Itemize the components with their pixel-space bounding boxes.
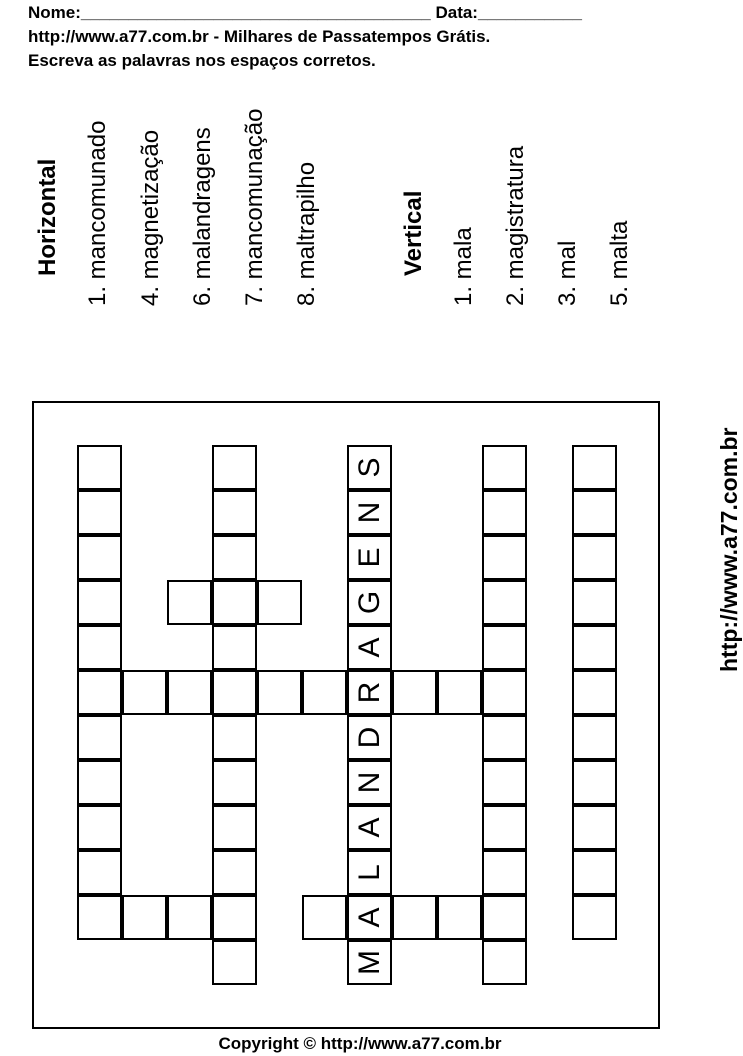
vertical-clue-3: 3. mal (554, 240, 581, 306)
instruction-line: Escreva as palavras nos espaços corretos. (28, 51, 376, 70)
grid-cell[interactable] (77, 715, 122, 760)
grid-cell[interactable] (437, 895, 482, 940)
grid-cell[interactable] (482, 580, 527, 625)
grid-cell[interactable] (167, 895, 212, 940)
grid-cell[interactable] (212, 670, 257, 715)
grid-cell[interactable] (482, 805, 527, 850)
grid-cell[interactable] (77, 760, 122, 805)
grid-letter: N (352, 771, 386, 794)
grid-letter: L (352, 864, 386, 881)
grid-cell[interactable] (212, 895, 257, 940)
grid-cell[interactable] (572, 715, 617, 760)
grid-cell[interactable] (572, 580, 617, 625)
horizontal-clue-8: 8. maltrapilho (293, 161, 320, 306)
grid-cell[interactable] (482, 715, 527, 760)
vertical-clue-2: 2. magistratura (502, 145, 529, 306)
grid-letter: A (352, 817, 386, 838)
grid-cell[interactable] (77, 895, 122, 940)
grid-cell[interactable] (77, 850, 122, 895)
grid-cell[interactable] (77, 490, 122, 535)
grid-letter: S (352, 457, 386, 478)
grid-cell[interactable] (77, 535, 122, 580)
vertical-clue-1: 1. mala (450, 227, 477, 306)
grid-cell[interactable] (347, 535, 392, 580)
grid-letter: A (352, 907, 386, 928)
vertical-title: Vertical (400, 190, 427, 276)
grid-cell[interactable] (482, 895, 527, 940)
grid-cell[interactable] (77, 625, 122, 670)
horizontal-clue-1: 1. mancomunado (84, 120, 111, 306)
grid-cell[interactable] (302, 895, 347, 940)
grid-cell[interactable] (212, 760, 257, 805)
grid-cell[interactable] (167, 670, 212, 715)
grid-letter: M (352, 950, 386, 975)
copyright: Copyright © http://www.a77.com.br (218, 1034, 502, 1053)
grid-cell[interactable] (77, 445, 122, 490)
name-label: Nome: (28, 3, 81, 22)
name-blank[interactable]: _____________________________________ (80, 3, 431, 22)
grid-cell[interactable] (212, 535, 257, 580)
grid-cell[interactable] (572, 895, 617, 940)
vertical-clue-5: 5. malta (606, 220, 633, 306)
grid-cell[interactable] (482, 670, 527, 715)
grid-cell[interactable] (122, 895, 167, 940)
horizontal-title: Horizontal (34, 158, 61, 276)
grid-cell[interactable] (392, 895, 437, 940)
grid-cell[interactable] (347, 445, 392, 490)
grid-cell[interactable] (257, 580, 302, 625)
grid-letter: E (352, 547, 386, 568)
grid-letter: N (352, 501, 386, 524)
grid-cell[interactable] (572, 760, 617, 805)
grid-letter: R (352, 681, 386, 704)
grid-cell[interactable] (482, 445, 527, 490)
site-line: http://www.a77.com.br - Milhares de Passatempos Grátis. (28, 27, 491, 46)
grid-cell[interactable] (437, 670, 482, 715)
grid-cell[interactable] (257, 670, 302, 715)
grid-letter: D (352, 726, 386, 749)
grid-cell[interactable] (347, 895, 392, 940)
grid-cell[interactable] (482, 535, 527, 580)
grid-cell[interactable] (572, 670, 617, 715)
grid-cell[interactable] (212, 580, 257, 625)
grid-cell[interactable] (482, 850, 527, 895)
grid-cell[interactable] (572, 490, 617, 535)
grid-cell[interactable] (212, 850, 257, 895)
grid-cell[interactable] (347, 670, 392, 715)
grid-cell[interactable] (167, 580, 212, 625)
grid-cell[interactable] (572, 625, 617, 670)
side-url: http://www.a77.com.br (716, 427, 742, 672)
grid-cell[interactable] (212, 715, 257, 760)
grid-cell[interactable] (482, 490, 527, 535)
grid-cell[interactable] (347, 625, 392, 670)
grid-cell[interactable] (572, 445, 617, 490)
grid-cell[interactable] (122, 670, 167, 715)
grid-letter: G (352, 590, 386, 615)
grid-cell[interactable] (77, 670, 122, 715)
grid-cell[interactable] (77, 580, 122, 625)
grid-cell[interactable] (347, 850, 392, 895)
grid-cell[interactable] (482, 940, 527, 985)
grid-cell[interactable] (572, 850, 617, 895)
horizontal-clue-7: 7. mancomunação (241, 108, 268, 306)
grid-cell[interactable] (572, 535, 617, 580)
grid-cell[interactable] (212, 625, 257, 670)
grid-cell[interactable] (212, 445, 257, 490)
grid-cell[interactable] (347, 490, 392, 535)
horizontal-clue-6: 6. malandragens (189, 127, 216, 306)
grid-cell[interactable] (347, 940, 392, 985)
grid-cell[interactable] (347, 760, 392, 805)
date-label: Data: (430, 3, 478, 22)
grid-cell[interactable] (482, 625, 527, 670)
grid-cell[interactable] (347, 580, 392, 625)
grid-cell[interactable] (572, 805, 617, 850)
grid-cell[interactable] (347, 805, 392, 850)
grid-cell[interactable] (392, 670, 437, 715)
grid-cell[interactable] (212, 940, 257, 985)
grid-cell[interactable] (212, 805, 257, 850)
date-blank[interactable]: ___________ (477, 3, 582, 22)
horizontal-clue-4: 4. magnetização (137, 129, 164, 306)
grid-cell[interactable] (347, 715, 392, 760)
grid-letter: A (352, 637, 386, 658)
grid-cell[interactable] (212, 490, 257, 535)
grid-cell[interactable] (302, 670, 347, 715)
grid-cell[interactable] (482, 760, 527, 805)
grid-cell[interactable] (77, 805, 122, 850)
